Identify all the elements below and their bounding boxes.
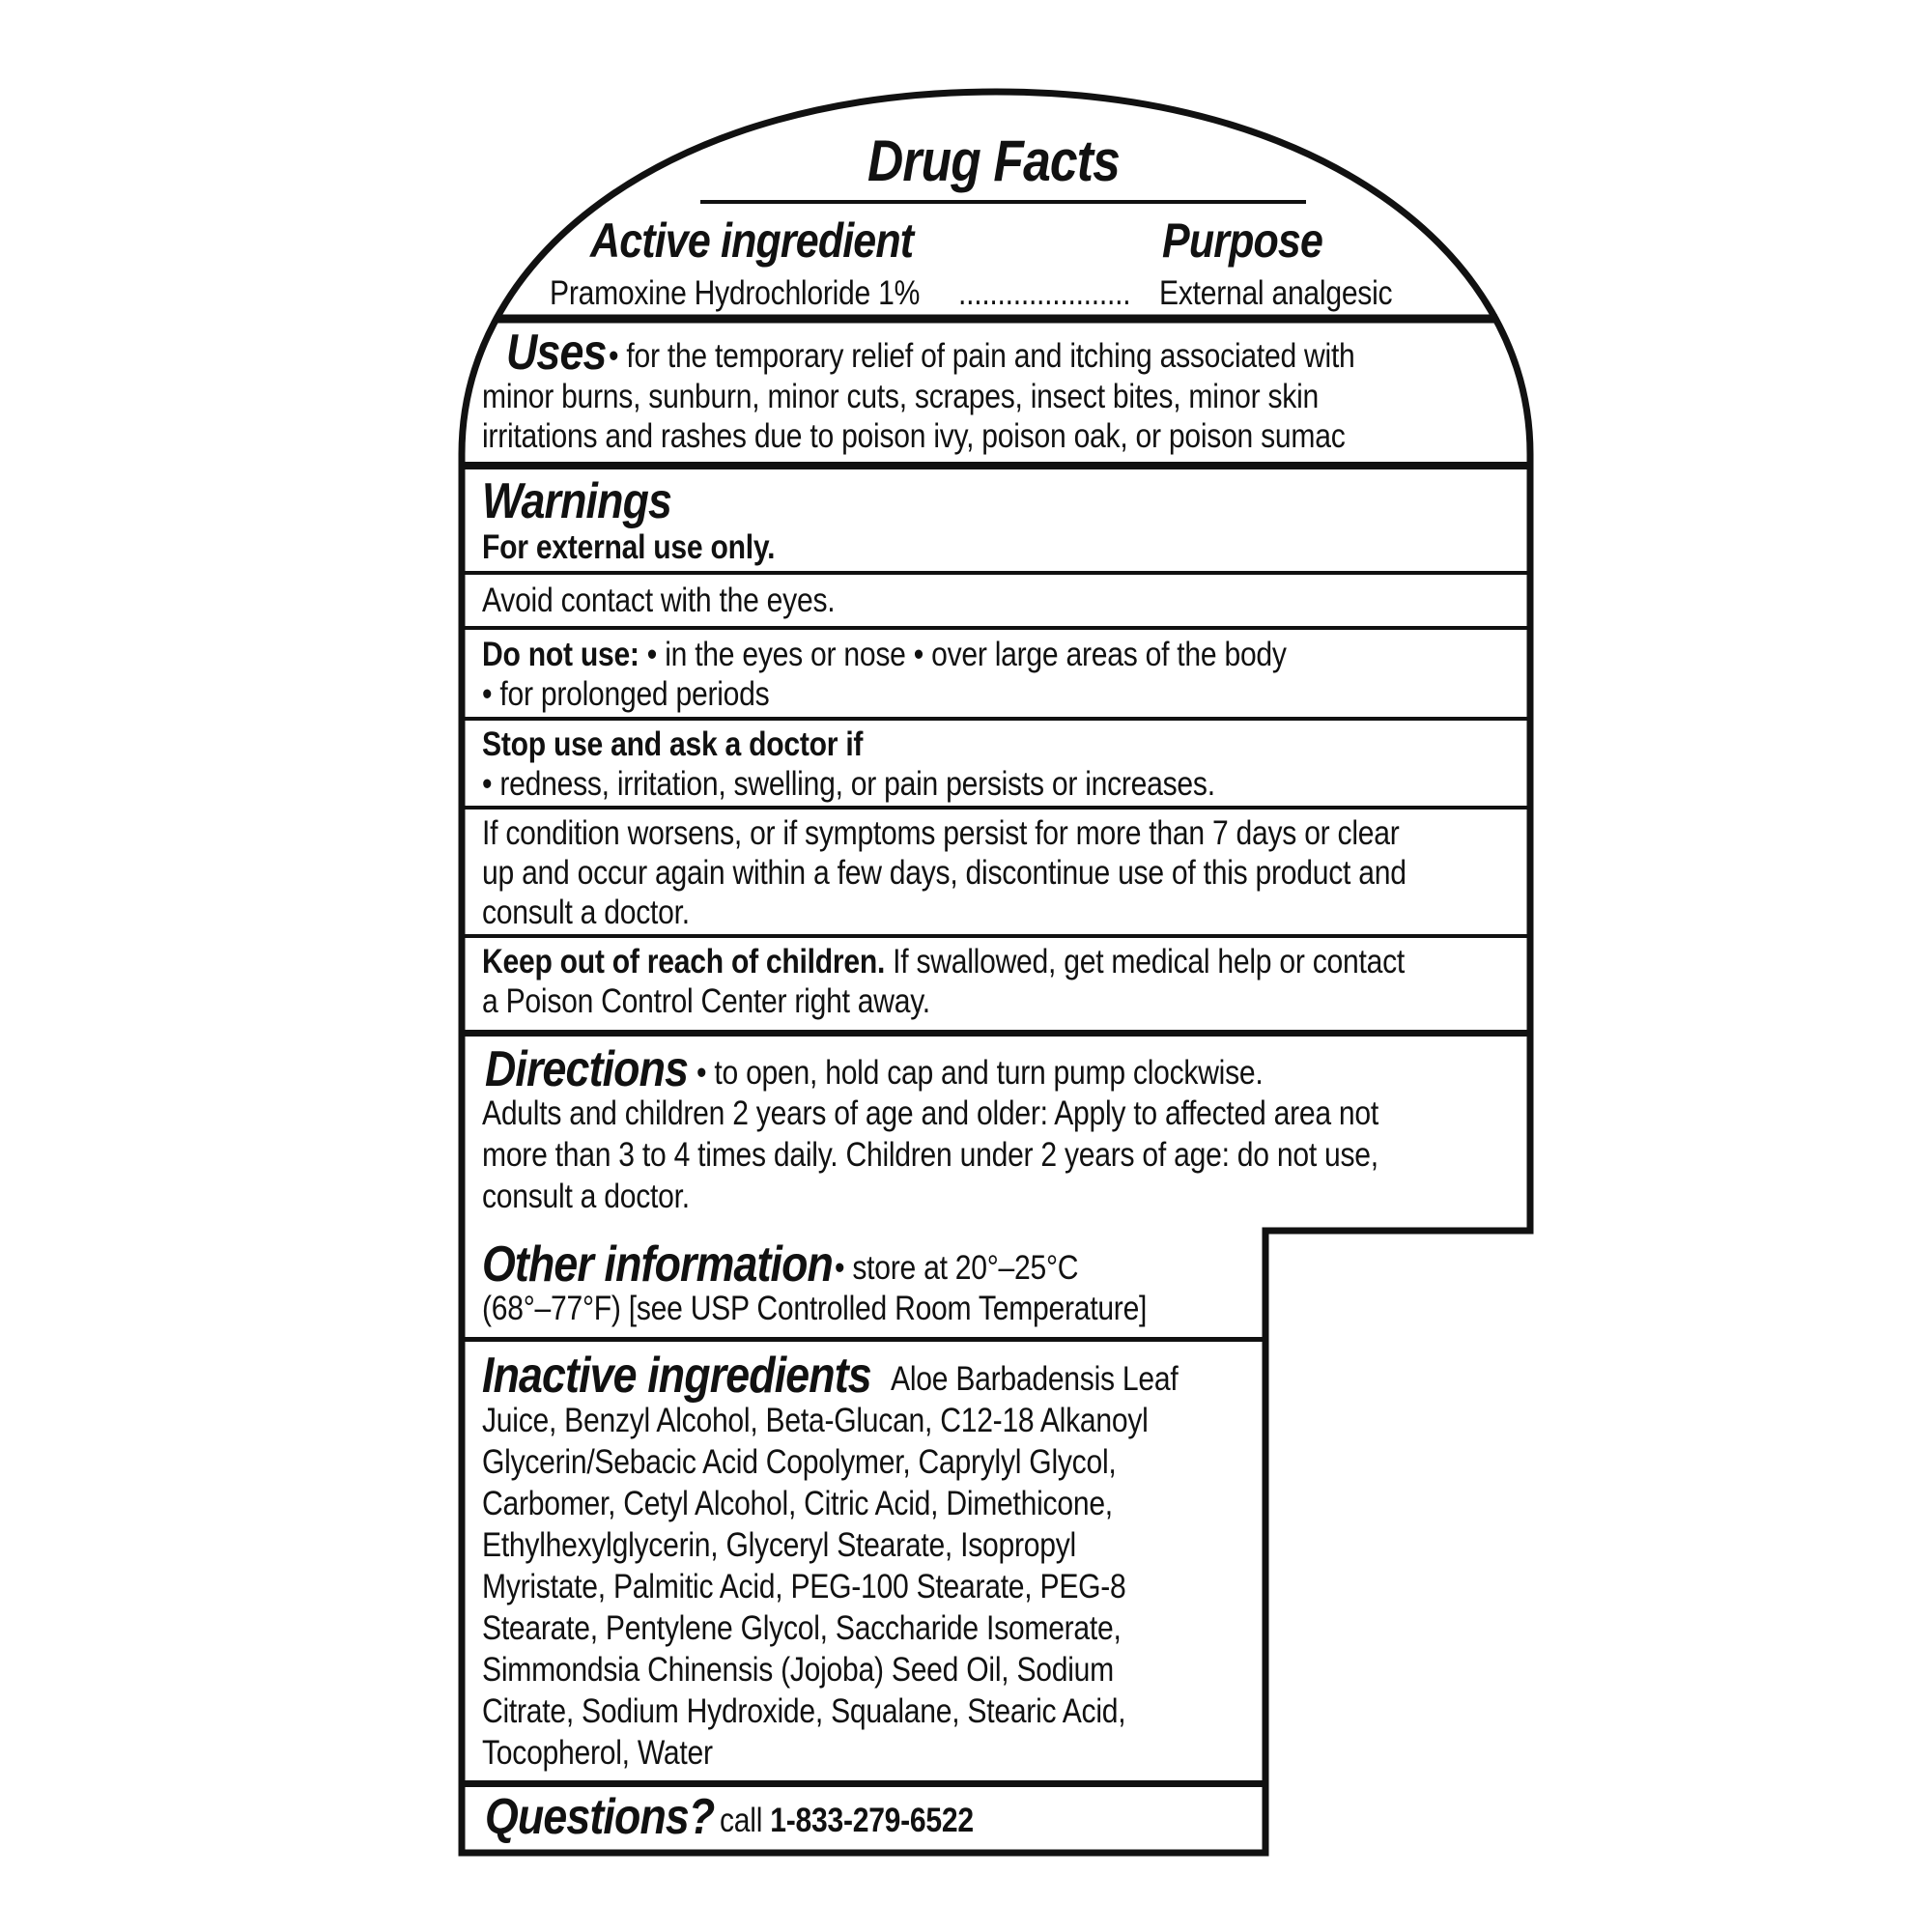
purpose-value: External analgesic xyxy=(1159,274,1393,312)
divider-external xyxy=(462,571,1530,575)
divider-other xyxy=(462,1337,1265,1342)
other-info-heading: Other information xyxy=(482,1236,834,1293)
keep-out-label: Keep out of reach of children. xyxy=(482,943,886,980)
divider-uses xyxy=(462,462,1530,469)
purpose-heading: Purpose xyxy=(1162,213,1323,268)
inactive-line: Myristate, Palmitic Acid, PEG-100 Stearate, PEG-8 xyxy=(482,1568,1126,1605)
divider-keepout xyxy=(462,1030,1530,1037)
other-info-line: • store at 20°–25°C xyxy=(835,1249,1079,1287)
inactive-line: Ethylhexylglycerin, Glyceryl Stearate, Isopropyl xyxy=(482,1526,1076,1564)
inactive-line: Stearate, Pentylene Glycol, Saccharide Isomerate, xyxy=(482,1609,1122,1647)
keep-out-line xyxy=(482,942,1405,981)
active-ingredient-heading: Active ingredient xyxy=(590,213,914,268)
questions-heading: Questions? xyxy=(485,1789,715,1845)
phone-number: 1-833-279-6522 xyxy=(770,1802,974,1839)
questions-line xyxy=(720,1801,974,1840)
do-not-use-label: Do not use: xyxy=(482,636,639,673)
directions-line: • to open, hold cap and turn pump clockwise. xyxy=(696,1054,1264,1092)
external-use-text: For external use only. xyxy=(482,528,776,566)
directions-line: consult a doctor. xyxy=(482,1178,690,1215)
stop-use-text: • redness, irritation, swelling, or pain persists or increases. xyxy=(482,765,1215,803)
inactive-line: Carbomer, Cetyl Alcohol, Citric Acid, Dimethicone, xyxy=(482,1485,1113,1522)
do-not-use-items: • in the eyes or nose • over large areas of the body xyxy=(639,636,1287,673)
condition-line: If condition worsens, or if symptoms persist for more than 7 days or clear xyxy=(482,814,1400,852)
avoid-contact-text: Avoid contact with the eyes. xyxy=(482,582,836,619)
other-info-line: (68°–77°F) [see USP Controlled Room Temperature] xyxy=(482,1290,1148,1327)
keep-out-text: If swallowed, get medical help or contact xyxy=(885,943,1406,980)
directions-line: Adults and children 2 years of age and older: Apply to affected area not xyxy=(482,1094,1378,1132)
inactive-line: Tocopherol, Water xyxy=(482,1734,713,1772)
uses-line: • for the temporary relief of pain and itching associated with xyxy=(609,337,1355,375)
directions-heading: Directions xyxy=(485,1041,689,1097)
uses-line: minor burns, sunburn, minor cuts, scrapes, insect bites, minor skin xyxy=(482,378,1319,415)
active-ingredient-name: Pramoxine Hydrochloride 1% xyxy=(550,274,921,312)
uses-heading: Uses xyxy=(506,325,607,381)
inactive-line: Aloe Barbadensis Leaf xyxy=(891,1360,1179,1398)
condition-line: up and occur again within a few days, discontinue use of this product and xyxy=(482,854,1406,892)
keep-out-line2: a Poison Control Center right away. xyxy=(482,982,930,1020)
divider-donotuse xyxy=(462,717,1530,721)
inactive-line: Glycerin/Sebacic Acid Copolymer, Caprylyl Glycol, xyxy=(482,1443,1117,1481)
call-text: call xyxy=(720,1802,763,1839)
do-not-use-line xyxy=(482,635,1287,674)
divider-avoid xyxy=(462,626,1530,630)
leader-dots: ...................... xyxy=(958,274,1131,312)
do-not-use-line2: • for prolonged periods xyxy=(482,675,770,713)
inactive-line: Simmondsia Chinensis (Jojoba) Seed Oil, Sodium xyxy=(482,1651,1114,1689)
divider-stopuse xyxy=(462,806,1530,810)
divider-condition xyxy=(462,934,1530,938)
condition-line: consult a doctor. xyxy=(482,894,690,931)
directions-line: more than 3 to 4 times daily. Children under 2 years of age: do not use, xyxy=(482,1136,1378,1174)
inactive-heading: Inactive ingredients xyxy=(482,1348,871,1404)
warnings-heading: Warnings xyxy=(482,473,672,529)
divider-inactive xyxy=(462,1780,1265,1787)
inactive-line: Juice, Benzyl Alcohol, Beta-Glucan, C12-18 Alkanoyl xyxy=(482,1402,1149,1439)
inactive-line: Citrate, Sodium Hydroxide, Squalane, Stearic Acid, xyxy=(482,1692,1126,1730)
stop-use-label: Stop use and ask a doctor if xyxy=(482,725,864,763)
uses-line: irritations and rashes due to poison ivy, poison oak, or poison sumac xyxy=(482,417,1346,455)
drug-facts-title: Drug Facts xyxy=(867,128,1120,193)
